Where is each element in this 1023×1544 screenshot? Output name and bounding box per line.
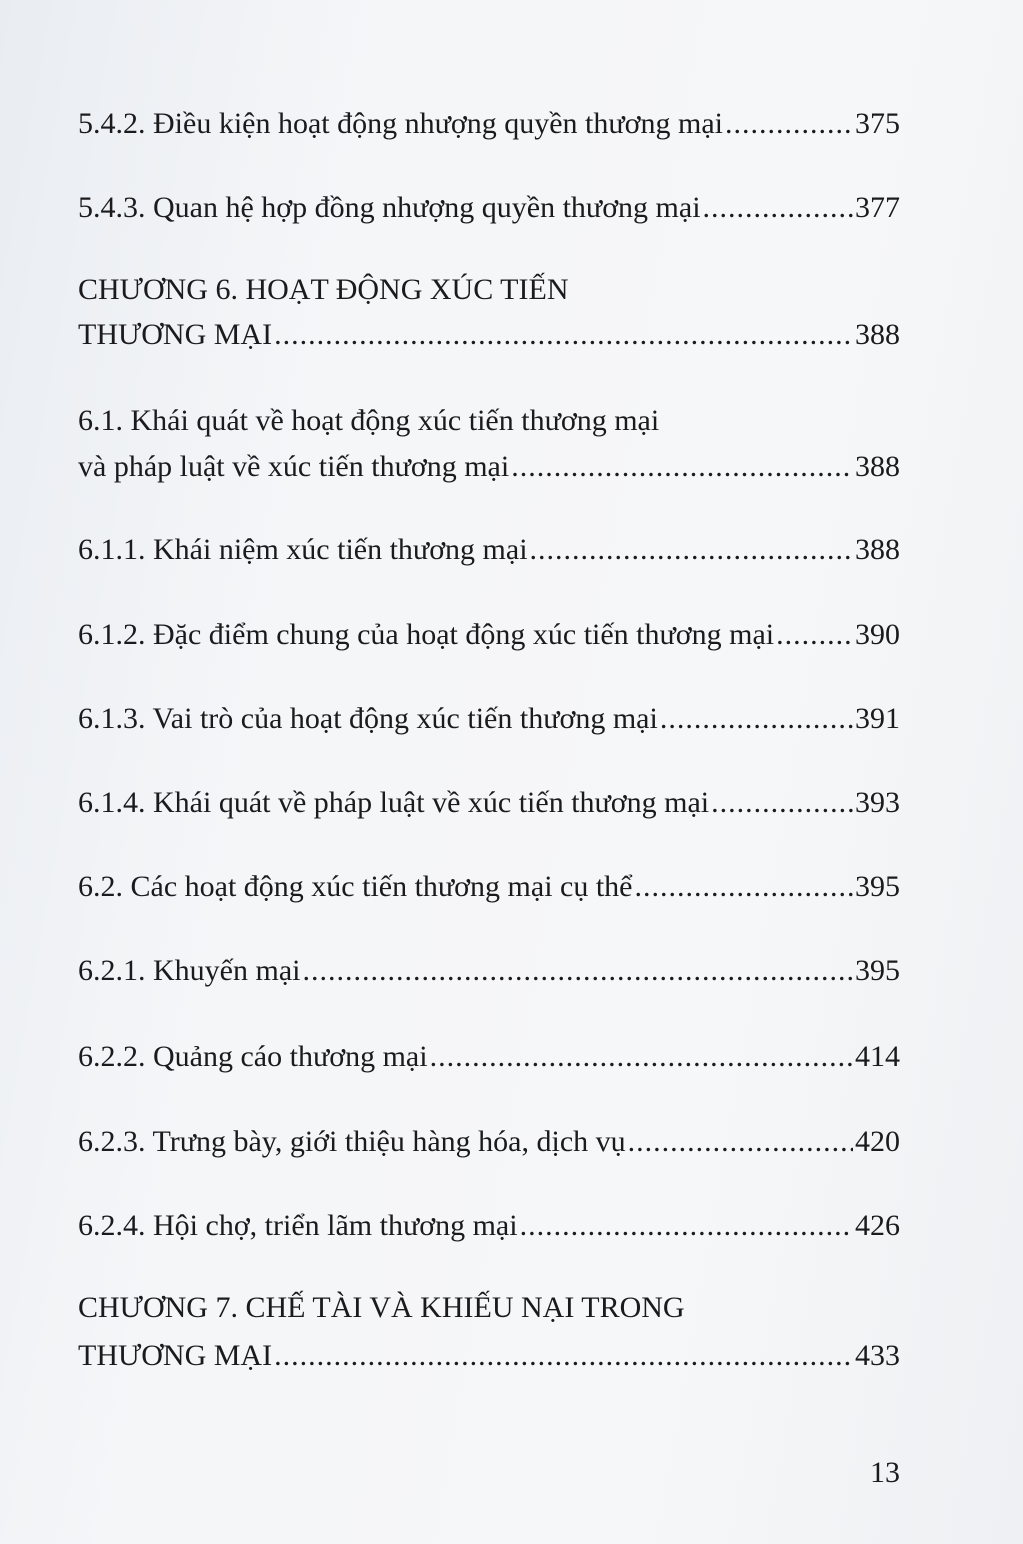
toc-entry-title-line2: THƯƠNG MẠI: [78, 318, 273, 351]
dot-leader: [703, 190, 853, 226]
toc-entry-6-1: [78, 403, 900, 485]
dot-leader: [274, 317, 853, 353]
toc-entry-5-4-3: [78, 190, 900, 226]
toc-entry-title-line1: CHƯƠNG 7. CHẾ TÀI VÀ KHIẾU NẠI TRONG: [78, 1291, 685, 1324]
dot-leader: [274, 1338, 853, 1374]
dot-leader: [660, 701, 853, 737]
toc-entry-6-1-2: [78, 617, 900, 653]
toc-entry-page: 433: [855, 1339, 900, 1372]
toc-entry-title: 6.2.1. Khuyến mại: [78, 954, 301, 987]
toc-entry-page: 377: [855, 191, 900, 224]
toc-entry-page: 395: [855, 954, 900, 987]
page-number: 13: [870, 1456, 900, 1489]
toc-entry-page: 393: [855, 786, 900, 819]
dot-leader: [430, 1039, 853, 1075]
toc-entry-page: 395: [855, 870, 900, 903]
toc-entry-title-line1: CHƯƠNG 6. HOẠT ĐỘNG XÚC TIẾN: [78, 273, 569, 306]
toc-entry-title: 6.2. Các hoạt động xúc tiến thương mại cụ thể: [78, 870, 633, 903]
dot-leader: [530, 532, 853, 568]
dot-leader: [711, 785, 853, 821]
toc-entry-page: 375: [855, 107, 900, 140]
dot-leader: [520, 1208, 853, 1244]
dot-leader: [725, 106, 853, 142]
dot-leader: [635, 869, 853, 905]
toc-entry-title: 6.2.4. Hội chợ, triển lãm thương mại: [78, 1209, 518, 1242]
toc-entry-title: 6.2.2. Quảng cáo thương mại: [78, 1040, 428, 1073]
toc-entry-6-2: [78, 869, 900, 905]
toc-entry-page: 388: [855, 318, 900, 351]
toc-entry-page: 426: [855, 1209, 900, 1242]
toc-entry-6-2-1: [78, 953, 900, 989]
toc-entry-6-2-4: [78, 1208, 900, 1244]
toc-entry-page: 414: [855, 1040, 900, 1073]
toc-entry-title: 6.1.4. Khái quát về pháp luật về xúc tiến thương mại: [78, 786, 710, 819]
dot-leader: [302, 953, 853, 989]
toc-entry-page: 388: [855, 450, 900, 483]
toc-entry-chapter-6: [78, 272, 900, 353]
toc-entry-5-4-2: [78, 106, 900, 142]
toc-entry-6-1-1: [78, 532, 900, 568]
dot-leader: [776, 617, 853, 653]
toc-entry-title: 5.4.3. Quan hệ hợp đồng nhượng quyền thương mại: [78, 191, 701, 224]
toc-entry-page: 420: [855, 1125, 900, 1158]
dot-leader: [628, 1124, 853, 1160]
toc-entry-title: 6.1.2. Đặc điểm chung của hoạt động xúc tiến thương mại: [78, 618, 775, 651]
toc-entry-page: 391: [855, 702, 900, 735]
toc-entry-chapter-7: [78, 1290, 900, 1374]
toc-entry-title: 6.2.3. Trưng bày, giới thiệu hàng hóa, dịch vụ: [78, 1125, 626, 1158]
toc-entry-title-line1: 6.1. Khái quát về hoạt động xúc tiến thương mại: [78, 404, 660, 437]
toc-entry-6-1-4: [78, 785, 900, 821]
toc-entry-title: 6.1.3. Vai trò của hoạt động xúc tiến thương mại: [78, 702, 658, 735]
toc-entry-6-2-2: [78, 1039, 900, 1075]
toc-entry-6-1-3: [78, 701, 900, 737]
toc-entry-title: 6.1.1. Khái niệm xúc tiến thương mại: [78, 533, 528, 566]
toc-entry-title-line2: THƯƠNG MẠI: [78, 1339, 273, 1372]
toc-entry-page: 388: [855, 533, 900, 566]
toc-entry-6-2-3: [78, 1124, 900, 1160]
toc-entry-title-line2: và pháp luật về xúc tiến thương mại: [78, 450, 510, 483]
toc-entry-title: 5.4.2. Điều kiện hoạt động nhượng quyền thương mại: [78, 107, 723, 140]
toc-entry-page: 390: [855, 618, 900, 651]
dot-leader: [511, 449, 853, 485]
